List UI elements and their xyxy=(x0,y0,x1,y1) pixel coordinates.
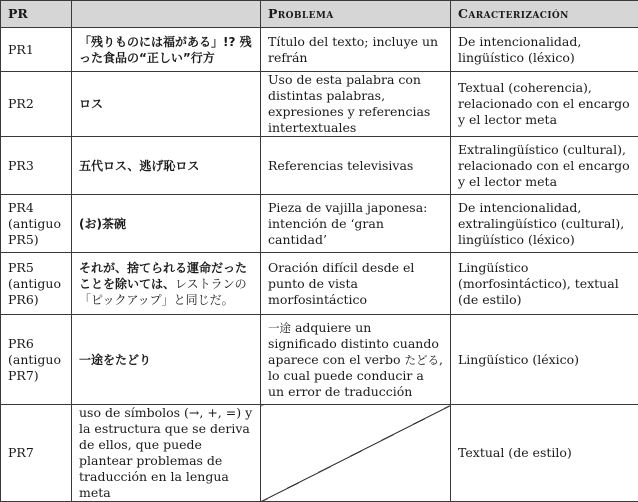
row-caracterizacion: Lingüístico (morfosintáctico), textual (de estilo) xyxy=(451,253,638,315)
row-source-text: uso de símbolos (→, +, =) y la estructura que se deriva de ellos, que puede plantear problemas de traducción en la lengua meta xyxy=(72,405,261,502)
source-text-normal: レストランの「ピックアップ」と同じだ。 xyxy=(79,277,247,307)
row-caracterizacion: Textual (de estilo) xyxy=(451,405,638,502)
row-problema: Pieza de vajilla japonesa: intención de ‘gran cantidad’ xyxy=(261,195,451,253)
row-pr-label: PR1 xyxy=(1,28,72,72)
row-source-text: 五代ロス、逃げ恥ロス xyxy=(72,137,261,195)
row-pr-label: PR3 xyxy=(1,137,72,195)
row-problema: Uso de esta palabra con distintas palabras, expresiones y referencias intertextuales xyxy=(261,72,451,137)
row-caracterizacion: De intencionalidad, lingüístico (léxico) xyxy=(451,28,638,72)
row-source-text: ロス xyxy=(72,72,261,137)
problema-jp-verb: たどる xyxy=(405,353,440,367)
table-row xyxy=(1,195,638,253)
row-problema: Oración difícil desde el punto de vista morfosintáctico xyxy=(261,253,451,315)
row-pr-label: PR5 (antiguo PR6) xyxy=(1,253,72,315)
row-source-text: 「残りものには福がある」!? 残った食品の“正しい”行方 xyxy=(72,28,261,72)
row-problema: Referencias televisivas xyxy=(261,137,451,195)
table-row xyxy=(1,315,638,405)
problema-jp-term: 一途 xyxy=(268,321,291,335)
row-caracterizacion: De intencionalidad, extralingüístico (cultural), lingüístico (léxico) xyxy=(451,195,638,253)
row-pr-label: PR4 (antiguo PR5) xyxy=(1,195,72,253)
header-pr: PR xyxy=(1,1,72,28)
source-text-bold: それが、捨てられる運命だったことを除いては、 xyxy=(79,261,247,291)
table-row xyxy=(1,28,638,72)
header-problema: Problema xyxy=(261,1,451,28)
row-pr-label: PR6 (antiguo PR7) xyxy=(1,315,72,405)
header-caracterizacion: Caracterización xyxy=(451,1,638,28)
row-problema: Título del texto; incluye un refrán xyxy=(261,28,451,72)
header-row xyxy=(1,1,638,28)
table-row xyxy=(1,253,638,315)
row-caracterizacion: Lingüístico (léxico) xyxy=(451,315,638,405)
row-caracterizacion: Textual (coherencia), relacionado con el encargo y el lector meta xyxy=(451,72,638,137)
row-problema xyxy=(261,315,451,405)
problema-text: adquiere un significado distinto cuando aparece con el verbo xyxy=(268,320,439,367)
row-caracterizacion: Extralingüístico (cultural), relacionado con el encargo y el lector meta xyxy=(451,137,638,195)
row-pr-label: PR7 xyxy=(1,405,72,502)
row-source-text: 一途をたどり xyxy=(72,315,261,405)
row-source-text xyxy=(72,253,261,315)
table-row xyxy=(1,72,638,137)
table-row xyxy=(1,137,638,195)
problema-text: , lo cual puede conducir a un error de traducción xyxy=(268,352,443,399)
row-pr-label: PR2 xyxy=(1,72,72,137)
row-source-text: (お)茶碗 xyxy=(72,195,261,253)
header-text xyxy=(72,1,261,28)
